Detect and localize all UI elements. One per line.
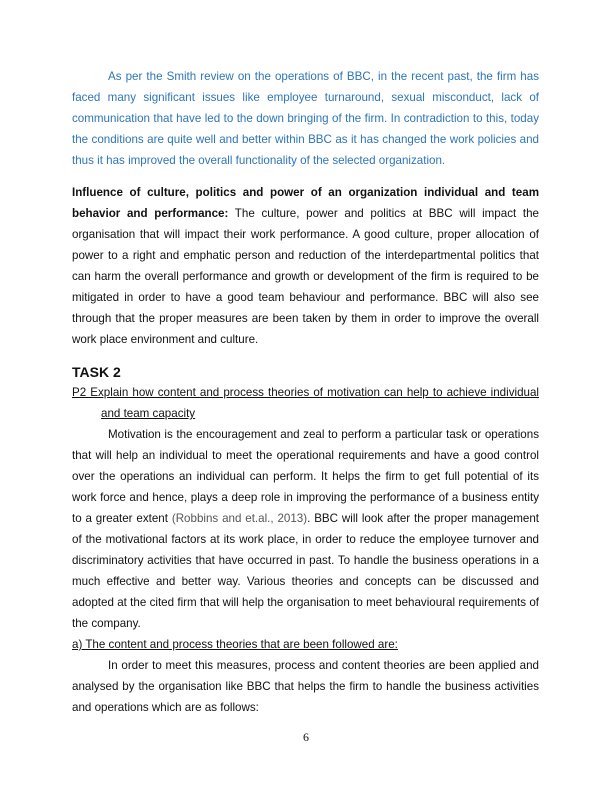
subheading-a	[72, 634, 539, 655]
smith-review-paragraph: As per the Smith review on the operations of BBC, in the recent past, the firm has faced many significant issues like employee turnaround, sexual misconduct, lack of communication that have led to the down bringing of the firm. In contradiction to this, today the conditions are quite well and better within BBC as it has changed the work policies and thus it has improved the overall functionality of the selected organization.	[72, 70, 539, 167]
document-page	[72, 66, 539, 718]
influence-heading: Influence of culture, politics and power of an organization individual and team behavior and performance:	[72, 186, 539, 220]
influence-paragraph	[72, 182, 539, 350]
motivation-text-after: . BBC will look after the proper management of the motivational factors at its work place, in order to reduce the employee turnover and discriminatory activities that have occurred in past. To handle the business operations in a much effective and better way. Various theories and concepts can be discussed and adopted at the cited firm that will help the organisation to meet behavioural requirements of the company.	[72, 512, 539, 630]
page-number: 6	[303, 730, 309, 744]
citation: (Robbins and et.al., 2013)	[171, 512, 308, 525]
motivation-text: Motivation is the encouragement and zeal to perform a particular task or operations that will help an individual to meet the operational requirements and have a good control over the operations an individual can perform. It helps the firm to get full potential of its work force and hence, plays a deep role in improving the performance of a business entity to a greater extent	[72, 428, 539, 525]
task-title: TASK 2	[72, 364, 121, 380]
p2-heading: P2 Explain how content and process theories of motivation can help to achieve individual and team capacity	[72, 386, 539, 420]
influence-body: The culture, power and politics at BBC will impact the organisation that will impact their work performance. A good culture, proper allocation of power to a right and emphatic person and reduction of the interdepartmental politics that can harm the overall performance and growth or development of the firm is required to be mitigated in order to have a good team behaviour and performance. BBC will also see through that the proper measures are been taken by them in order to improve the overall work place environment and culture.	[72, 207, 540, 346]
motivation-paragraph	[72, 424, 539, 634]
theories-paragraph: In order to meet this measures, process and content theories are been applied and analysed by the organisation like BBC that helps the firm to handle the business activities and operations which are as follows:	[72, 659, 539, 714]
subheading-a-text: a) The content and process theories that are been followed are:	[72, 638, 398, 651]
